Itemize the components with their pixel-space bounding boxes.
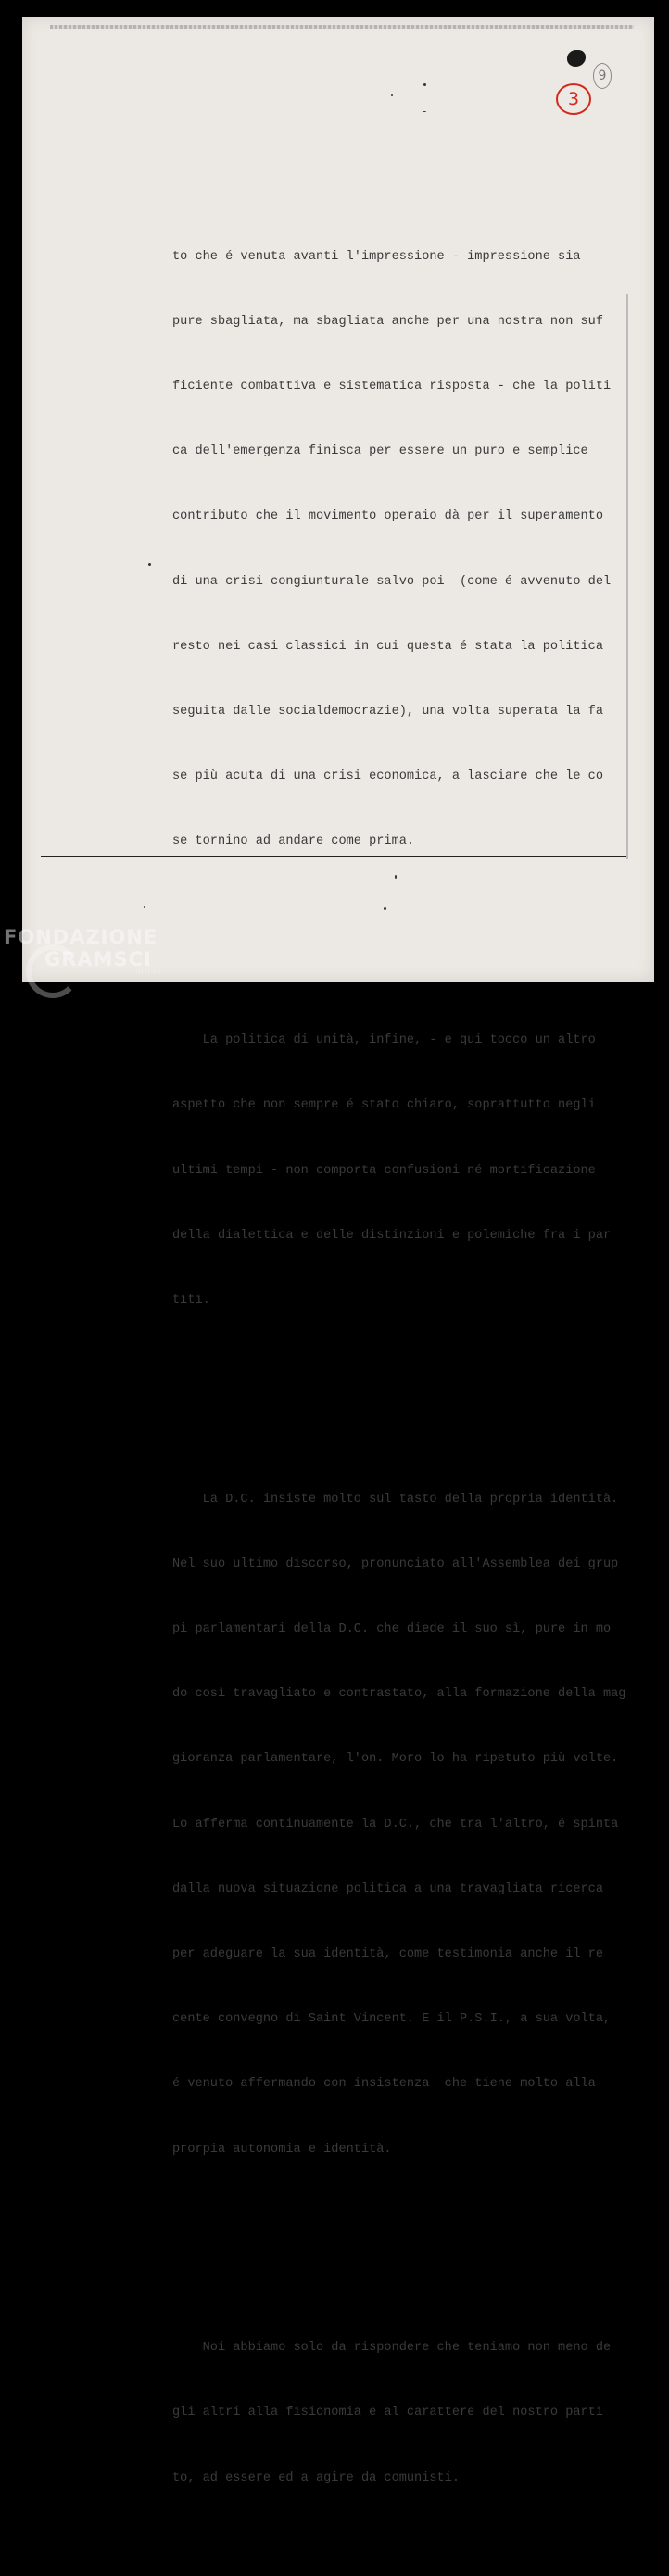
page-fold-shadow [626,294,628,859]
text-line: della dialettica e delle distinzioni e polemiche fra i par [172,1228,612,1243]
text-line: seguita dalle socialdemocrazie), una volta superata la fa [172,705,603,719]
text-line: Lo afferma continuamente la D.C., che tra l'altro, é spinta [172,1817,619,1832]
ink-blot [567,50,586,67]
watermark-line: onlus [135,967,163,976]
text-line: é venuto affermando con insistenza che tiene molto alla [172,2077,596,2092]
ink-speck [148,563,151,566]
text-line: to, ad essere ed a agire da comunisti. [172,2470,460,2485]
text-line: dalla nuova situazione politica a una travagliata ricerca [172,1882,603,1896]
text-line: ficiente combattiva e sistematica risposta - che la politi [172,380,612,394]
text-line: do così travagliato e contrastato, alla formazione della mag [172,1687,626,1702]
text-line: La politica di unità, infine, - e qui tocco un altro [172,1033,596,1048]
text-line: to che é venuta avanti l'impressione - impressione sia [172,249,581,264]
paragraph [172,203,631,896]
text-line: di una crisi congiunturale salvo poi (come é avvenuto del [172,574,612,589]
text-line: se tornino ad andare come prima. [172,834,415,849]
red-page-number: 3 [556,83,591,115]
text-line: se più acuta di una crisi economica, a lasciare che le co [172,769,603,784]
text-line: aspetto che non sempre é stato chiaro, soprattutto negli [172,1098,596,1113]
text-line: pi parlamentari della D.C. che diede il suo sì, pure in mo [172,1621,612,1636]
text-line: contributo che il movimento operaio dà per il superamento [172,509,603,524]
text-line: ca dell'emergenza finisca per essere un puro e semplice [172,444,588,459]
text-line: prorpia autonomia e identità. [172,2142,392,2157]
text-line: pure sbagliata, ma sbagliata anche per una nostra non suf [172,314,603,329]
paragraph [172,2294,631,2532]
page-top-edge [50,25,634,29]
paragraph [172,1445,631,2204]
typewritten-text [172,159,631,2576]
bottom-rule [41,856,626,857]
text-line: Nel suo ultimo discorso, pronunciato all'Assemblea dei grup [172,1557,619,1571]
ink-speck [423,111,426,112]
text-line: La D.C. insiste molto sul tasto della propria identità. [172,1492,619,1507]
text-line: ultimi tempi - non comporta confusioni né mortificazione [172,1163,596,1178]
paragraph [172,986,631,1355]
text-line: gli altri alla fisionomia e al carattere del nostro parti [172,2406,603,2420]
text-line: Noi abbiamo solo da rispondere che teniamo non meno de [172,2341,612,2356]
watermark-line: FONDAZIONE [4,926,158,948]
fondazione-gramsci-watermark [4,926,162,976]
ink-speck [423,83,426,86]
document-page [22,17,654,2485]
text-line: cente convegno di Saint Vincent. E il P.S.I., a sua volta, [172,2012,612,2027]
ink-speck [391,94,393,96]
text-line: per adeguare la sua identità, come testimonia anche il re [172,1946,603,1961]
text-line: titi. [172,1293,210,1307]
watermark-line: GRAMSCI [44,948,152,970]
text-line: resto nei casi classici in cui questa é stata la politica [172,639,603,654]
text-line: gioranza parlamentare, l'on. Moro lo ha ripetuto più volte. [172,1752,619,1767]
ink-speck [144,906,145,908]
pencil-page-number: 9 [593,63,612,89]
